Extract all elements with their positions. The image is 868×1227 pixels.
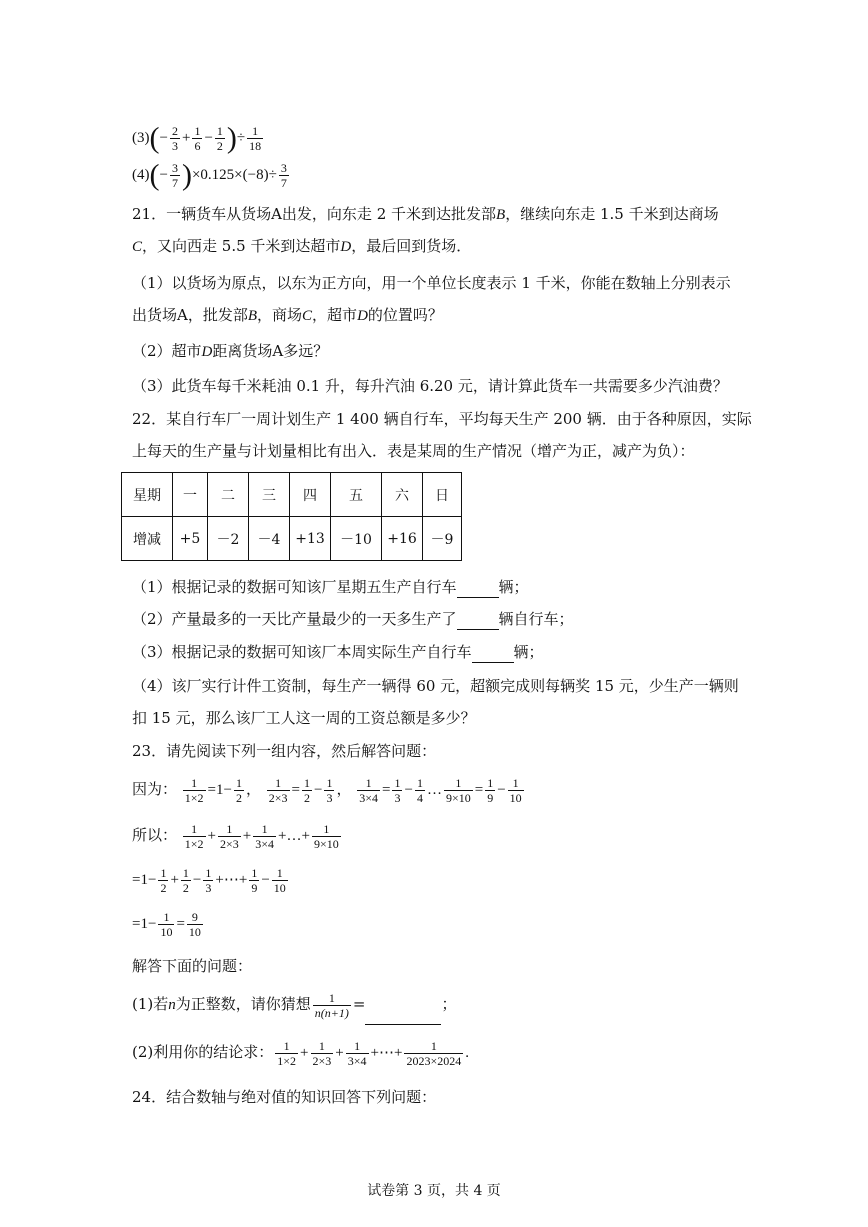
q21-sub3: （3）此货车每千米耗油 0.1 升，每升汽油 6.20 元，请计算此货车一共需要多少汽油费？	[132, 377, 728, 395]
table-header-row	[122, 473, 462, 517]
q22-line1: 22．某自行车厂一周计划生产 1 400 辆自行车，平均每天生产 200 辆．由于各种原因，实际	[132, 410, 752, 428]
table-cell: －4	[249, 517, 290, 561]
fraction: $\frac{1}{18}$	[249, 124, 262, 154]
fraction: $\frac{3}{7}$	[171, 161, 178, 191]
q22-sub1: （1）根据记录的数据可知该厂星期五生产自行车 辆；	[132, 578, 529, 596]
table-cell: －9	[423, 517, 462, 561]
q22-sub4-line1: （4）该厂实行计件工资制，每生产一辆得 60 元，超额完成则每辆奖 15 元，少生产一辆则	[132, 677, 739, 695]
q23-step1: =1− $\frac{1}{2}$ + $\frac{1}{2}$ − $\frac{1}{3}$ +⋯+ $\frac{1}{9}$ − $\frac{1}{10}$	[132, 866, 286, 896]
table-cell: 增减	[122, 517, 173, 561]
q23-step2: =1− $\frac{1}{10}$ = $\frac{9}{10}$	[132, 910, 201, 940]
fraction: $\frac{1}{2}$	[216, 124, 223, 154]
production-table	[121, 472, 462, 561]
q21-sub1-line1: （1）以货场为原点，以东为正方向，用一个单位长度表示 1 千米，你能在数轴上分别表示	[132, 274, 731, 292]
table-cell: －2	[208, 517, 249, 561]
q24-line1: 24．结合数轴与绝对值的知识回答下列问题：	[132, 1088, 437, 1106]
q23-line1: 23．请先阅读下列一组内容，然后解答问题：	[132, 742, 437, 760]
fraction: $\frac{1}{6}$	[194, 124, 201, 154]
table-cell: 日	[423, 473, 462, 517]
table-cell: 四	[290, 473, 331, 517]
q22-sub4-line2: 扣 15 元，那么该厂工人这一周的工资总额是多少？	[132, 709, 476, 727]
table-cell: 一	[173, 473, 208, 517]
table-cell: 三	[249, 473, 290, 517]
table-cell: +16	[382, 517, 423, 561]
p20-item4: (4)(− $\frac{3}{7}$ )×0.125×(−8)÷ $\frac{3}{7}$	[132, 158, 287, 192]
answer-blank[interactable]	[457, 597, 499, 598]
table-cell: 五	[331, 473, 382, 517]
q23-so: 所以： $\frac{1}{1\times 2}$ + $\frac{1}{2\times 3}$ + $\frac{1}{3\times 4}$ +…+ $\frac{1}{9\times 10}$	[132, 822, 339, 852]
q21-sub1-line2: 出货场A，批发部B，商场C，超市D的位置吗？	[132, 306, 443, 324]
q21-line2: C，又向西走 5.5 千米到达超市D，最后回到货场．	[132, 237, 472, 255]
q23-because: 因为： $\frac{1}{1\times 2}$ =1− $\frac{1}{2}$ ， $\frac{1}{2\times 3}$ = $\frac{1}{2}$ − $\frac{1}{3}$ ， $\frac{1}{3\times 4}$ = $\frac{1}{3}$ − $\frac{1}{4}$ … $\frac{1}{9\times 10}$ = $\frac{1}{9}$ − $\frac{1}{10}$	[132, 776, 522, 806]
q23-solve: 解答下面的问题：	[132, 957, 253, 975]
answer-blank[interactable]	[365, 1004, 441, 1025]
p20-item3: (3)(− $\frac{2}{3}$ + $\frac{1}{6}$ − $\frac{1}{2}$ )÷ $\frac{1}{18}$	[132, 121, 262, 155]
answer-blank[interactable]	[472, 662, 514, 663]
q23-sub2: (2)利用你的结论求： $\frac{1}{1\times 2}$ + $\frac{1}{2\times 3}$ + $\frac{1}{3\times 4}$ +⋯+ $\frac{1}{2023\times 2024}$ .	[132, 1039, 469, 1069]
item-label: (4)	[132, 167, 150, 183]
q22-sub2: （2）产量最多的一天比产量最少的一天多生产了 辆自行车；	[132, 610, 574, 628]
table-row	[122, 517, 462, 561]
table-cell: +13	[290, 517, 331, 561]
q22-line2: 上每天的生产量与计划量相比有出入．表是某周的生产情况（增产为正，减产为负）：	[132, 442, 695, 460]
table-cell: －10	[331, 517, 382, 561]
answer-blank[interactable]	[457, 629, 499, 630]
table-cell: +5	[173, 517, 208, 561]
q23-sub1: (1)若n为正整数，请你猜想 $\frac{1}{n(n+1)}$ = ；	[132, 984, 456, 1024]
fraction: $\frac{2}{3}$	[171, 124, 178, 154]
q22-sub3: （3）根据记录的数据可知该厂本周实际生产自行车 辆；	[132, 643, 544, 661]
table-cell: 六	[382, 473, 423, 517]
item-label: (3)	[132, 130, 150, 146]
q21-sub2: （2）超市D距离货场A多远？	[132, 342, 329, 360]
page-footer: 试卷第 3 页，共 4 页	[367, 1183, 501, 1199]
table-cell: 星期	[122, 473, 173, 517]
table-cell: 二	[208, 473, 249, 517]
fraction: $\frac{3}{7}$	[280, 161, 287, 191]
q21-line1: 21．一辆货车从货场A出发，向东走 2 千米到达批发部B，继续向东走 1.5 千米到达商场	[132, 205, 719, 223]
